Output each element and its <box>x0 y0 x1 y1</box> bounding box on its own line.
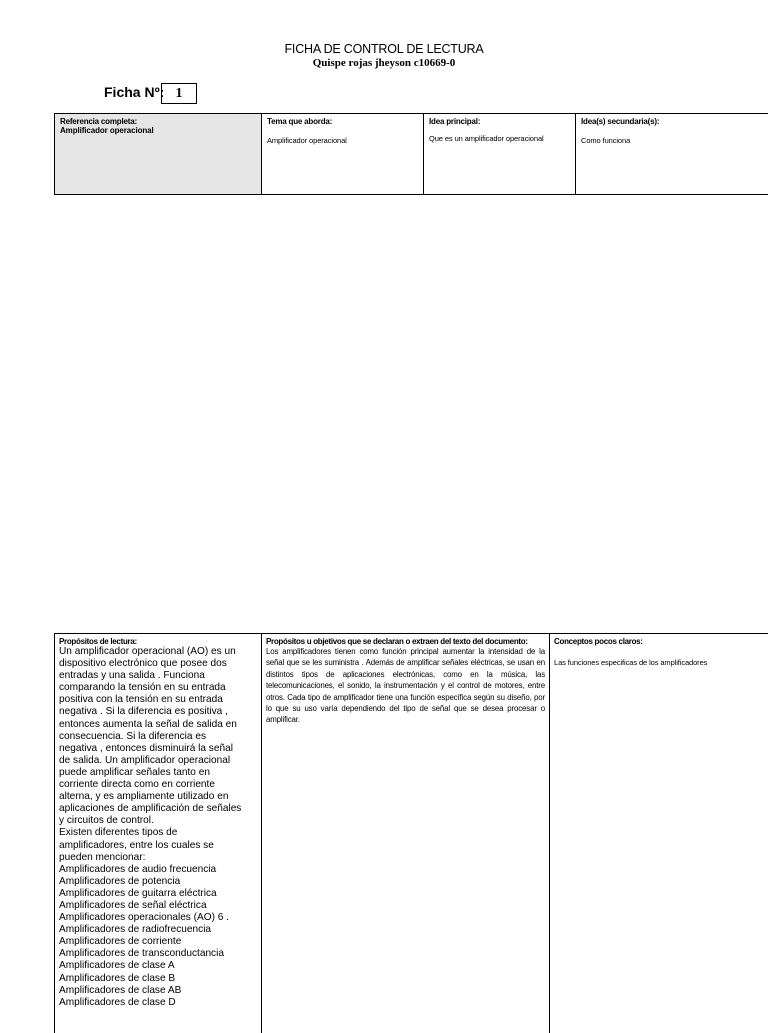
reading-purpose-table <box>54 633 768 1033</box>
propositos-line: Amplificadores de señal eléctrica <box>59 899 207 911</box>
propositos-line: negativa , entonces disminuirá la señal <box>59 742 233 754</box>
propositos-line: Amplificadores de audio frecuencia <box>59 863 217 875</box>
objetivos-heading: Propósitos u objetivos que se declaran o extraen del texto del documento: <box>266 637 528 646</box>
author-name: Quispe rojas jheyson c10669-0 <box>312 57 456 69</box>
conceptos-value: Las funciones especificas de los amplificadores <box>554 658 708 667</box>
propositos-cell <box>55 634 262 1033</box>
tema-cell <box>262 114 424 194</box>
document-title: FICHA DE CONTROL DE LECTURA <box>284 42 484 56</box>
ideas-secundarias-value: Como funciona <box>581 136 631 145</box>
idea-principal-cell <box>424 114 576 194</box>
propositos-line: Amplificadores de clase D <box>59 996 176 1008</box>
ficha-number-label: Ficha Nº: <box>104 84 165 100</box>
idea-principal-value: Que es un amplificador operacional <box>429 134 544 143</box>
propositos-line: corriente directa como en corriente <box>59 779 215 791</box>
propositos-line: Amplificadores de clase B <box>59 972 176 984</box>
propositos-line: Amplificadores de guitarra eléctrica <box>59 887 217 899</box>
propositos-line: amplificadores, entre los cuales se <box>59 839 214 851</box>
propositos-line: Existen diferentes tipos de <box>59 827 178 839</box>
propositos-heading: Propósitos de lectura: <box>59 637 137 646</box>
propositos-line: y circuitos de control. <box>59 815 154 827</box>
propositos-line: positiva con la tensión en su entrada <box>59 694 223 706</box>
tema-value: Amplificador operacional <box>267 136 347 145</box>
propositos-line: de salida. Un amplificador operacional <box>59 754 231 766</box>
propositos-line: Amplificadores de clase A <box>59 960 175 972</box>
ideas-secundarias-cell <box>576 114 768 194</box>
propositos-line: Amplificadores de potencia <box>59 875 181 887</box>
propositos-text <box>59 646 257 1009</box>
propositos-line: aplicaciones de amplificación de señales <box>59 803 242 815</box>
propositos-line: Amplificadores de radiofrecuencia <box>59 924 212 936</box>
propositos-line: entradas y una salida . Funciona <box>59 670 205 682</box>
propositos-line: entonces aumenta la señal de salida en <box>59 718 237 730</box>
propositos-line: Un amplificador operacional (AO) es un <box>59 646 236 657</box>
propositos-line: Amplificadores de clase AB <box>59 984 182 996</box>
objetivos-cell <box>262 634 550 1033</box>
referencia-heading: Referencia completa: <box>60 117 137 126</box>
objetivos-text: Los amplificadores tienen como función principal aumentar la intensidad de la señal que se les suministra . Además de amplificar señales eléctricas, se usan en distintos tipos de aplicaciones electrónicas, como en la música, las telecomunicaciones, el sonido, la instrumentación y el control de motores, entre otros. Cada tipo de amplificador tiene una función específica según su diseño, por lo que su uso varía dependiendo del tipo de señal que se desea procesar o amplificar. <box>266 647 545 725</box>
tema-heading: Tema que aborda: <box>267 117 333 126</box>
propositos-line: pueden mencionar: <box>59 851 146 863</box>
propositos-line: negativa . Si la diferencia es positiva , <box>59 706 228 718</box>
reading-summary-table <box>54 113 768 195</box>
propositos-line: comparando la tensión en su entrada <box>59 682 226 694</box>
propositos-line: alterna, y es ampliamente utilizado en <box>59 791 229 803</box>
propositos-line: consecuencia. Si la diferencia es <box>59 730 207 742</box>
ficha-number-box: 1 <box>161 83 197 104</box>
propositos-line: dispositivo electrónico que posee dos <box>59 658 227 670</box>
referencia-value: Amplificador operacional <box>60 126 154 135</box>
conceptos-heading: Conceptos pocos claros: <box>554 637 643 646</box>
idea-principal-heading: Idea principal: <box>429 117 481 126</box>
propositos-line: Amplificadores de corriente <box>59 936 182 948</box>
referencia-cell <box>55 114 262 194</box>
conceptos-cell <box>550 634 768 1033</box>
propositos-line: puede amplificar señales tanto en <box>59 766 210 778</box>
propositos-line: Amplificadores de transconductancia <box>59 948 224 960</box>
ideas-secundarias-heading: Idea(s) secundaria(s): <box>581 117 660 126</box>
propositos-line: Amplificadores operacionales (AO) 6 . <box>59 912 229 924</box>
